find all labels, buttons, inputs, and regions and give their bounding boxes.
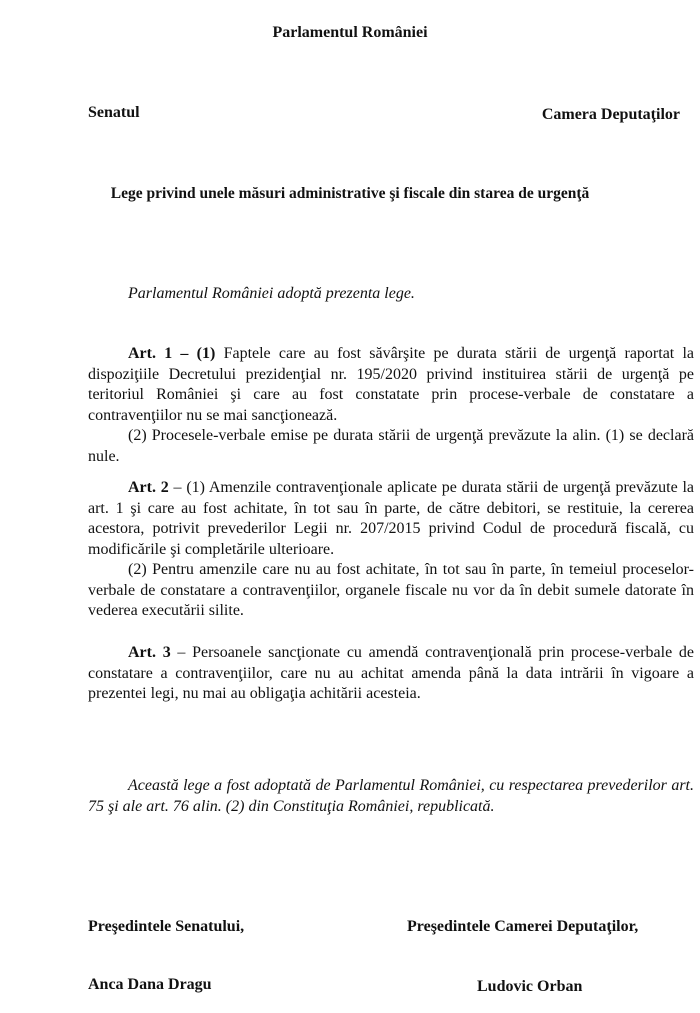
deputies-president-name: Ludovic Orban bbox=[477, 978, 583, 995]
article-3 bbox=[88, 643, 694, 705]
article-3-text-1: – Persoanele sancţionate cu amendă contravenţională prin procese-verbale de constatare a contravenţiilor, care nu au achitat amenda până la data intrării în vigoare a prezentei legi, nu mai au obligaţia achitării acesteia. bbox=[88, 644, 695, 702]
closing-text: Această lege a fost adoptată de Parlamentul României, cu respectarea prevederilor art. 75 şi ale art. 76 alin. (2) din Constituţia României, republicată. bbox=[88, 777, 694, 815]
article-1-text-2: (2) Procesele-verbale emise pe durata stării de urgenţă prevăzute la alin. (1) se declară nule. bbox=[88, 427, 694, 465]
article-3-label: Art. 3 bbox=[128, 644, 171, 661]
article-2-text-1: – (1) Amenzile contravenţionale aplicate pe durata stării de urgenţă prevăzute la art. 1 şi care au fost achitate, în tot sau în parte, de către debitori, se restituie, la cererea acestora, potrivit prevederilor Legii nr. 207/2015 privind Codul de procedură fiscală, cu modificările şi completările ulterioare. bbox=[88, 479, 695, 558]
article-2-paragraph-2 bbox=[88, 560, 694, 622]
senate-president-name: Anca Dana Dragu bbox=[88, 976, 212, 993]
article-1-text-1: Faptele care au fost săvârşite pe durata stării de urgenţă raportat la dispoziţiile Decretului prezidenţial nr. 195/2020 privind instituirea stării de urgenţă pe teritoriul României şi care au fost constatate prin procese-verbale de constatare a contravenţiilor nu se mai sancţionează. bbox=[88, 345, 695, 424]
adoption-statement: Parlamentul României adoptă prezenta lege. bbox=[128, 285, 415, 302]
article-1 bbox=[88, 344, 694, 467]
article-1-label: Art. 1 – (1) bbox=[128, 345, 216, 362]
parliament-title: Parlamentul României bbox=[272, 24, 428, 41]
article-2 bbox=[88, 478, 694, 622]
senate-label: Senatul bbox=[88, 104, 140, 121]
senate-president-role: Preşedintele Senatului, bbox=[88, 918, 245, 935]
closing-statement bbox=[88, 775, 694, 817]
deputies-president-role: Preşedintele Camerei Deputaţilor, bbox=[407, 918, 639, 935]
article-3-paragraph-1 bbox=[88, 643, 694, 705]
article-1-paragraph-2 bbox=[88, 426, 694, 467]
chamber-of-deputies-label: Camera Deputaţilor bbox=[541, 106, 680, 123]
article-2-text-2: (2) Pentru amenzile care nu au fost achitate, în tot sau în parte, în temeiul proceselor-verbale de constatare a contravenţiilor, organele fiscale nu vor da în debit sumele datorate în vederea executării silite. bbox=[88, 561, 694, 619]
article-1-paragraph-1 bbox=[88, 344, 694, 426]
law-title: Lege privind unele măsuri administrative şi fiscale din starea de urgenţă bbox=[110, 185, 590, 202]
article-2-label: Art. 2 bbox=[128, 479, 169, 496]
article-2-paragraph-1 bbox=[88, 478, 694, 560]
